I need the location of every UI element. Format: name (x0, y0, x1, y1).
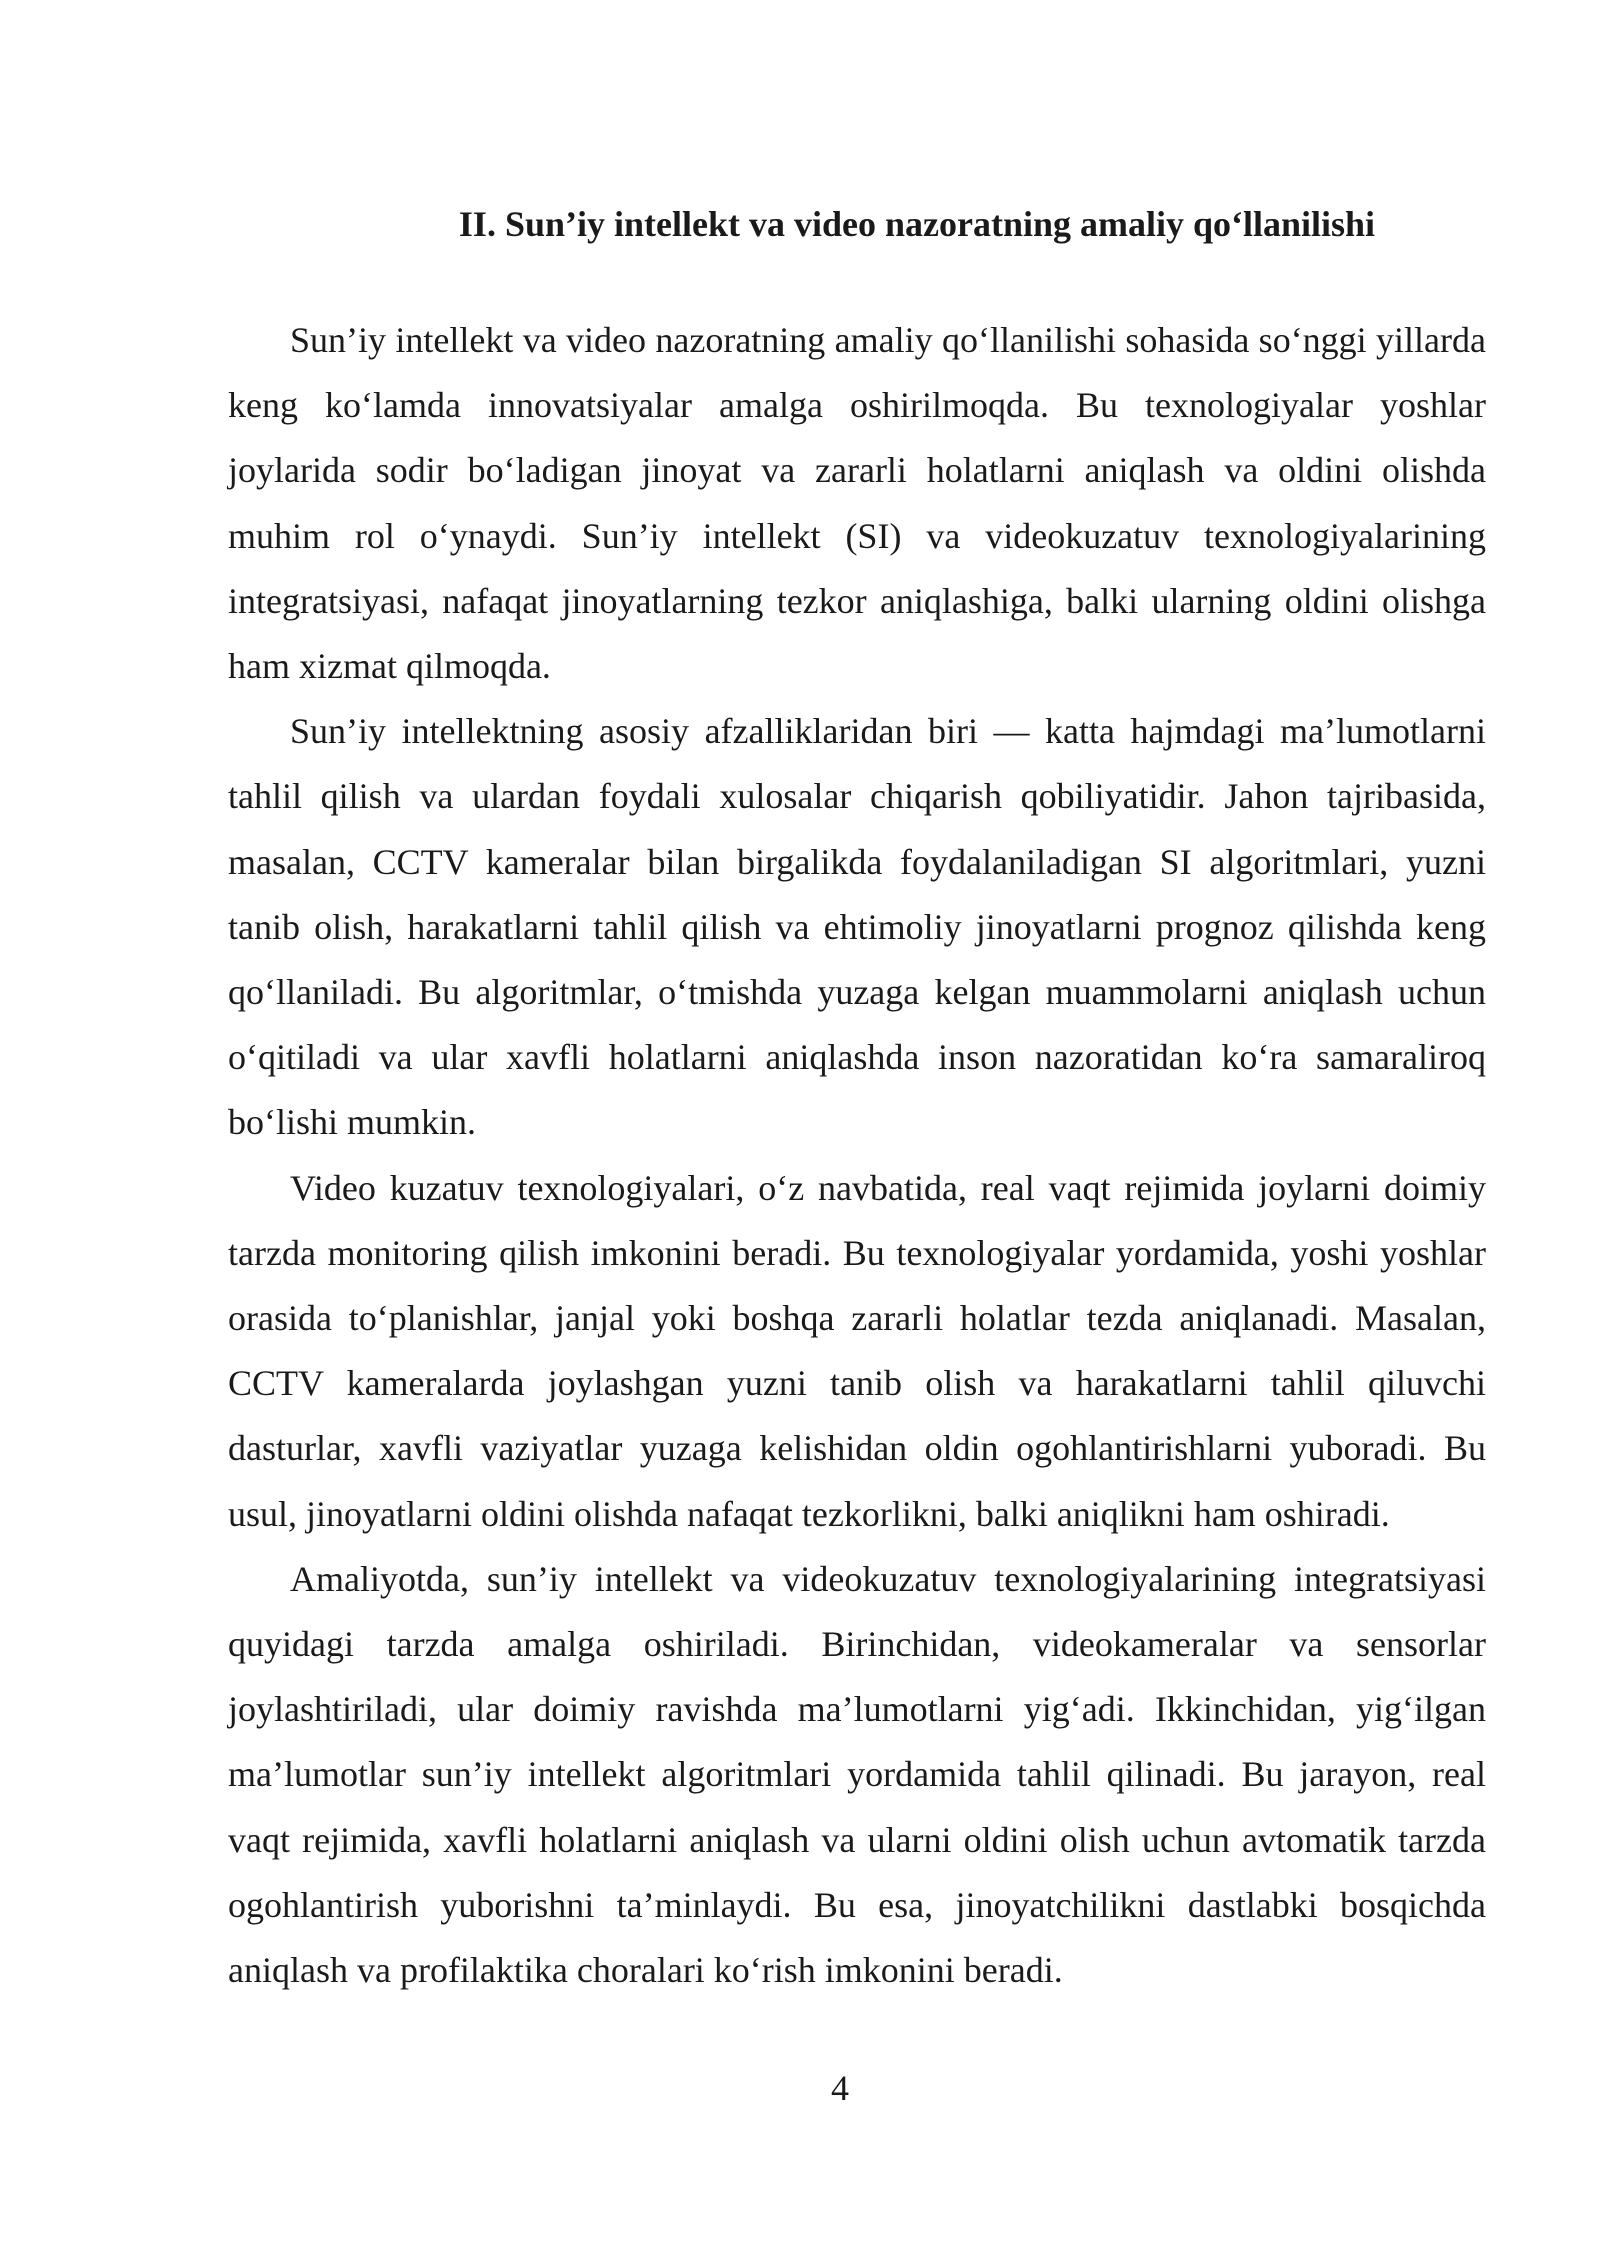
page-content (228, 192, 1486, 2003)
body-text (228, 308, 1486, 2003)
paragraph-2: Sun’iy intellektning asosiy afzalliklaridan biri — katta hajmdagi ma’lumotlarni tahlil qilish va ulardan foydali xulosalar chiqarish qobiliyatidir. Jahon tajribasida, masalan, CCTV kameralar bilan birgalikda foydalaniladigan SI algoritmlari, yuzni tanib olish, harakatlarni tahlil qilish va ehtimoliy jinoyatlarni prognoz qilishda keng qo‘llaniladi. Bu algoritmlar, o‘tmishda yuzaga kelgan muammolarni aniqlash uchun o‘qitiladi va ular xavfli holatlarni aniqlashda inson nazoratidan ko‘ra samaraliroq bo‘lishi mumkin. (228, 711, 1486, 1143)
section-heading: II. Sun’iy intellekt va video nazoratning amaliy qo‘llanilishi (458, 204, 1376, 244)
paragraph-4: Amaliyotda, sun’iy intellekt va videokuzatuv texnologiyalarining integratsiyasi quyidagi tarzda amalga oshiriladi. Birinchidan, videokameralar va sensorlar joylashtiriladi, ular doimiy ravishda ma’lumotlarni yig‘adi. Ikkinchidan, yig‘ilgan ma’lumotlar sun’iy intellekt algoritmlari yordamida tahlil qilinadi. Bu jarayon, real vaqt rejimida, xavfli holatlarni aniqlash va ularni oldini olish uchun avtomatik tarzda ogohlantirish yuborishni ta’minlaydi. Bu esa, jinoyatchilikni dastlabki bosqichda aniqlash va profilaktika choralari ko‘rish imkonini beradi. (228, 1558, 1486, 1991)
paragraph-3: Video kuzatuv texnologiyalari, o‘z navbatida, real vaqt rejimida joylarni doimiy tarzda monitoring qilish imkonini beradi. Bu texnologiyalar yordamida, yoshi yoshlar orasida to‘planishlar, janjal yoki boshqa zararli holatlar tezda aniqlanadi. Masalan, CCTV kameralarda joylashgan yuzni tanib olish va harakatlarni tahlil qiluvchi dasturlar, xavfli vaziyatlar yuzaga kelishidan oldin ogohlantirishlarni yuboradi. Bu usul, jinoyatlarni oldini olishda nafaqat tezkorlikni, balki aniqlikni ham oshiradi. (228, 1167, 1486, 1534)
paragraph-1: Sun’iy intellekt va video nazoratning amaliy qo‘llanilishi sohasida so‘nggi yillarda keng ko‘lamda innovatsiyalar amalga oshirilmoqda. Bu texnologiyalar yoshlar joylarida sodir bo‘ladigan jinoyat va zararli holatlarni aniqlash va oldini olishda muhim rol o‘ynaydi. Sun’iy intellekt (SI) va videokuzatuv texnologiyalarining integratsiyasi, nafaqat jinoyatlarning tezkor aniqlashiga, balki ularning oldini olishga ham xizmat qilmoqda. (228, 320, 1486, 687)
page-number: 4 (831, 2068, 849, 2108)
